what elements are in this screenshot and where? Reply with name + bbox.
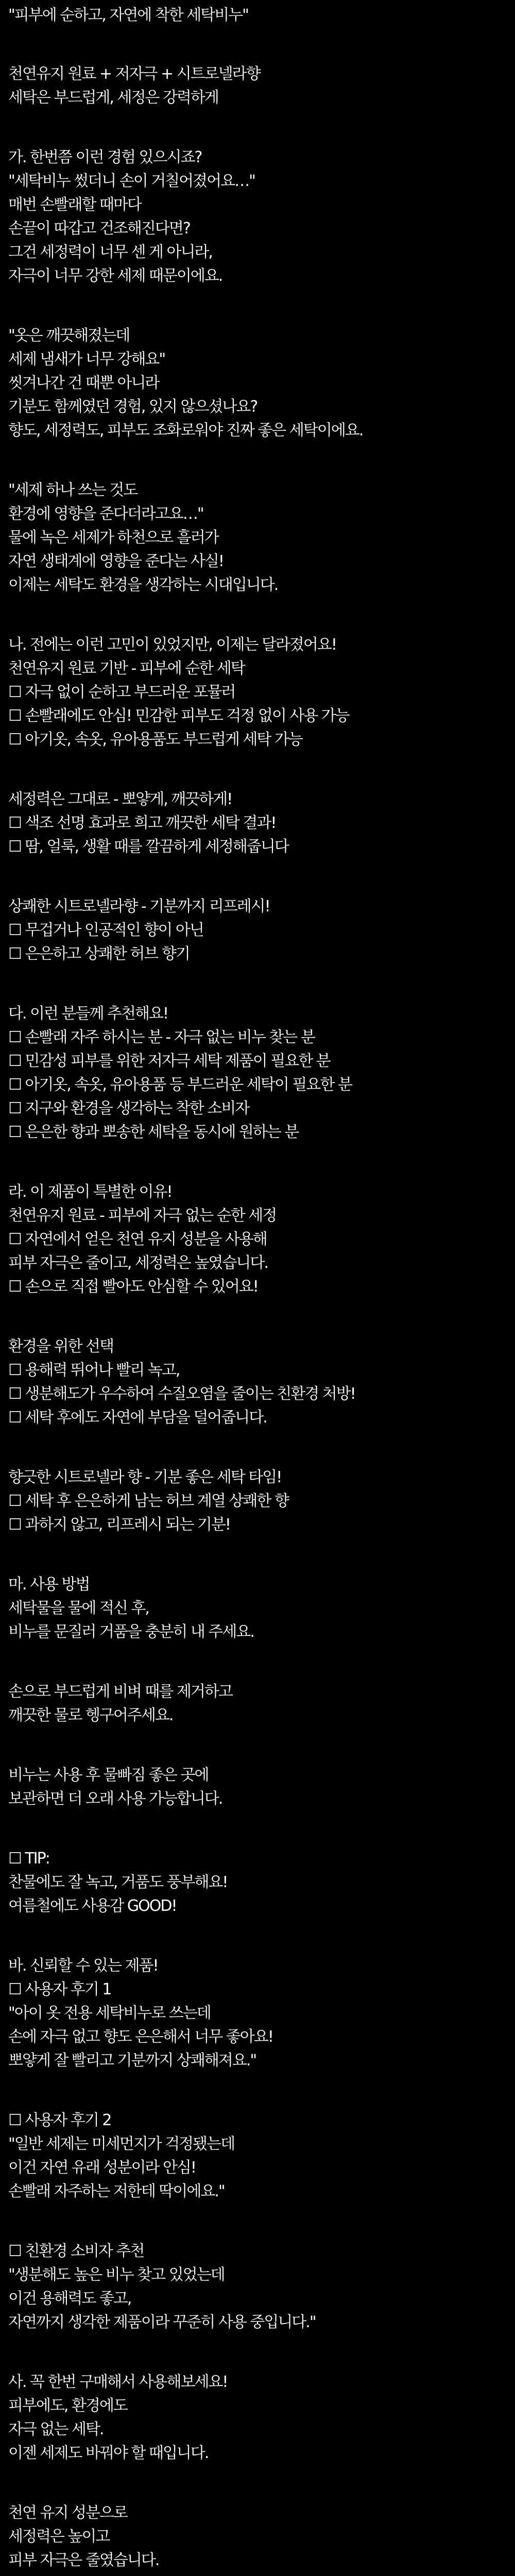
section-heading: 사. 꼭 한번 구매해서 사용해보세요! (8, 2373, 228, 2391)
text-line: 세탁물을 물에 적신 후, (8, 1599, 149, 1617)
section-heading: 라. 이 제품이 특별한 이유! (8, 1183, 172, 1201)
checklist-item: ☐ 땀, 얼룩, 생활 때를 깔끔하게 세정해줍니다 (8, 838, 288, 856)
text-line: "세탁비누 썼더니 손이 거칠어졌어요…" (8, 172, 255, 190)
text-line: "일반 세제는 미세먼지가 걱정됐는데 (8, 2135, 235, 2153)
text-line: 향긋한 시트로넬라 향 - 기분 좋은 세탁 타임! (8, 1468, 282, 1486)
text-line: 뽀얗게 잘 빨리고 기분까지 상쾌해져요." (8, 2052, 256, 2070)
checklist-item: ☐ 색조 선명 효과로 희고 깨끗한 세탁 결과! (8, 814, 276, 832)
text-line: 천연 유지 성분으로 (8, 2504, 127, 2522)
text-line: 여름철에도 사용감 GOOD! (8, 1897, 177, 1915)
section-heading: 나. 전에는 이런 고민이 있었지만, 이제는 달라졌어요! (8, 636, 336, 654)
text-line: 손끝이 따갑고 건조해진다면? (8, 219, 190, 238)
text-line: 보관하면 더 오래 사용 가능합니다. (8, 1790, 222, 1808)
checklist-item: ☐ 아기옷, 속옷, 유아용품도 부드럽게 세탁 가능 (8, 731, 302, 749)
checklist-item: ☐ 세탁 후에도 자연에 부담을 덜어줍니다. (8, 1409, 267, 1427)
text-line: 상쾌한 시트로넬라향 - 기분까지 리프레시! (8, 897, 270, 916)
checklist-item: ☐ TIP: (8, 1850, 49, 1868)
subheadline: 천연유지 원료 + 저자극 + 시트로넬라향 (8, 65, 260, 83)
text-line: 자연까지 생각한 제품이라 꾸준히 사용 중입니다." (8, 2313, 316, 2331)
text-line: 깨끗한 물로 헹구어주세요. (8, 1706, 173, 1724)
checklist-item: ☐ 자연에서 얻은 천연 유지 성분을 사용해 (8, 1230, 267, 1248)
section-heading: 바. 신뢰할 수 있는 제품! (8, 1957, 158, 1975)
text-line: 손빨래 자주하는 저한테 딱이에요." (8, 2182, 225, 2200)
section-heading: 가. 한번쯤 이런 경험 있으시죠? (8, 148, 202, 166)
checklist-item: ☐ 은은하고 상쾌한 허브 향기 (8, 945, 190, 963)
text-line: 자극 없는 세탁. (8, 2420, 104, 2438)
section-heading: 마. 사용 방법 (8, 1575, 90, 1594)
checklist-item: ☐ 손빨래 자주 하시는 분 - 자극 없는 비누 찾는 분 (8, 1028, 315, 1046)
checklist-item: ☐ 용해력 뛰어나 빨리 녹고, (8, 1361, 180, 1379)
text-line: 자연 생태계에 영향을 준다는 사실! (8, 552, 224, 570)
text-line: "생분해도 높은 비누 찾고 있었는데 (8, 2266, 225, 2284)
text-line: 이건 자연 유래 성분이라 안심! (8, 2159, 196, 2177)
checklist-item: ☐ 무겁거나 인공적인 향이 아닌 (8, 921, 203, 939)
text-line: "세제 하나 쓰는 것도 (8, 481, 138, 499)
text-line: 손에 자극 없고 향도 은은해서 너무 좋아요! (8, 2028, 273, 2046)
text-line: 이제는 세탁도 환경을 생각하는 시대입니다. (8, 576, 278, 594)
text-line: 천연유지 원료 - 피부에 자극 없는 순한 세정 (8, 1207, 277, 1225)
text-line: 손으로 부드럽게 비벼 때를 제거하고 (8, 1683, 232, 1701)
text-line: 피부 자극은 줄였습니다. (8, 2551, 159, 2569)
checklist-item: ☐ 사용자 후기 1 (8, 1980, 111, 1998)
text-line: "아이 옷 전용 세탁비누로 쓰는데 (8, 2004, 211, 2022)
text-line: 그건 세정력이 너무 센 게 아니라, (8, 243, 212, 261)
text-line: 환경에 영향을 준다더라고요…" (8, 505, 203, 523)
checklist-item: ☐ 세탁 후 은은하게 남는 허브 계열 상쾌한 향 (8, 1492, 288, 1510)
text-line: 이건 용해력도 좋고, (8, 2290, 131, 2308)
text-line: "옷은 깨끗해졌는데 (8, 327, 130, 345)
checklist-item: ☐ 손빨래에도 안심! 민감한 피부도 걱정 없이 사용 가능 (8, 707, 349, 725)
text-line: 향도, 세정력도, 피부도 조화로워야 진짜 좋은 세탁이에요. (8, 421, 363, 439)
text-line: 천연유지 원료 기반 - 피부에 순한 세탁 (8, 659, 245, 677)
checklist-item: ☐ 친환경 소비자 추천 (8, 2242, 144, 2260)
text-line: 비누를 문질러 거품을 충분히 내 주세요. (8, 1623, 254, 1641)
text-line: 세정력은 그대로 - 뽀얗게, 깨끗하게! (8, 790, 232, 808)
text-line: 씻겨나간 건 때뿐 아니라 (8, 374, 159, 392)
text-line: 비누는 사용 후 물빠짐 좋은 곳에 (8, 1766, 209, 1784)
text-line: 자극이 너무 강한 세제 때문이에요. (8, 267, 222, 285)
checklist-item: ☐ 손으로 직접 빨아도 안심할 수 있어요! (8, 1278, 258, 1296)
text-line: 찬물에도 잘 녹고, 거품도 풍부해요! (8, 1873, 228, 1891)
text-line: 피부에도, 환경에도 (8, 2397, 127, 2415)
checklist-item: ☐ 민감성 피부를 위한 저자극 세탁 제품이 필요한 분 (8, 1052, 330, 1070)
checklist-item: ☐ 생분해도가 우수하여 수질오염을 줄이는 친환경 처방! (8, 1385, 355, 1403)
text-line: 피부 자극은 줄이고, 세정력은 높였습니다. (8, 1254, 268, 1272)
text-line: 세제 냄새가 너무 강해요" (8, 350, 165, 368)
text-line: 매번 손빨래할 때마다 (8, 196, 141, 214)
text-line: 기분도 함께였던 경험, 있지 않으셨나요? (8, 398, 258, 416)
checklist-item: ☐ 지구와 환경을 생각하는 착한 소비자 (8, 1099, 249, 1117)
text-line: 물에 녹은 세제가 하천으로 흘러가 (8, 529, 218, 547)
subheadline: 세탁은 부드럽게, 세정은 강력하게 (8, 89, 218, 107)
section-heading: 다. 이런 분들께 추천해요! (8, 1005, 168, 1023)
headline: "피부에 순하고, 자연에 착한 세탁비누" (8, 6, 248, 24)
checklist-item: ☐ 사용자 후기 2 (8, 2111, 111, 2129)
checklist-item: ☐ 아기옷, 속옷, 유아용품 등 부드러운 세탁이 필요한 분 (8, 1076, 352, 1094)
text-line: 환경을 위한 선택 (8, 1337, 113, 1355)
checklist-item: ☐ 자극 없이 순하고 부드러운 포뮬러 (8, 683, 235, 701)
text-line: 이젠 세제도 바꿔야 할 때입니다. (8, 2444, 209, 2462)
checklist-item: ☐ 과하지 않고, 리프레시 되는 기분! (8, 1516, 230, 1534)
checklist-item: ☐ 은은한 향과 뽀송한 세탁을 동시에 원하는 분 (8, 1123, 299, 1141)
text-line: 세정력은 높이고 (8, 2528, 110, 2546)
